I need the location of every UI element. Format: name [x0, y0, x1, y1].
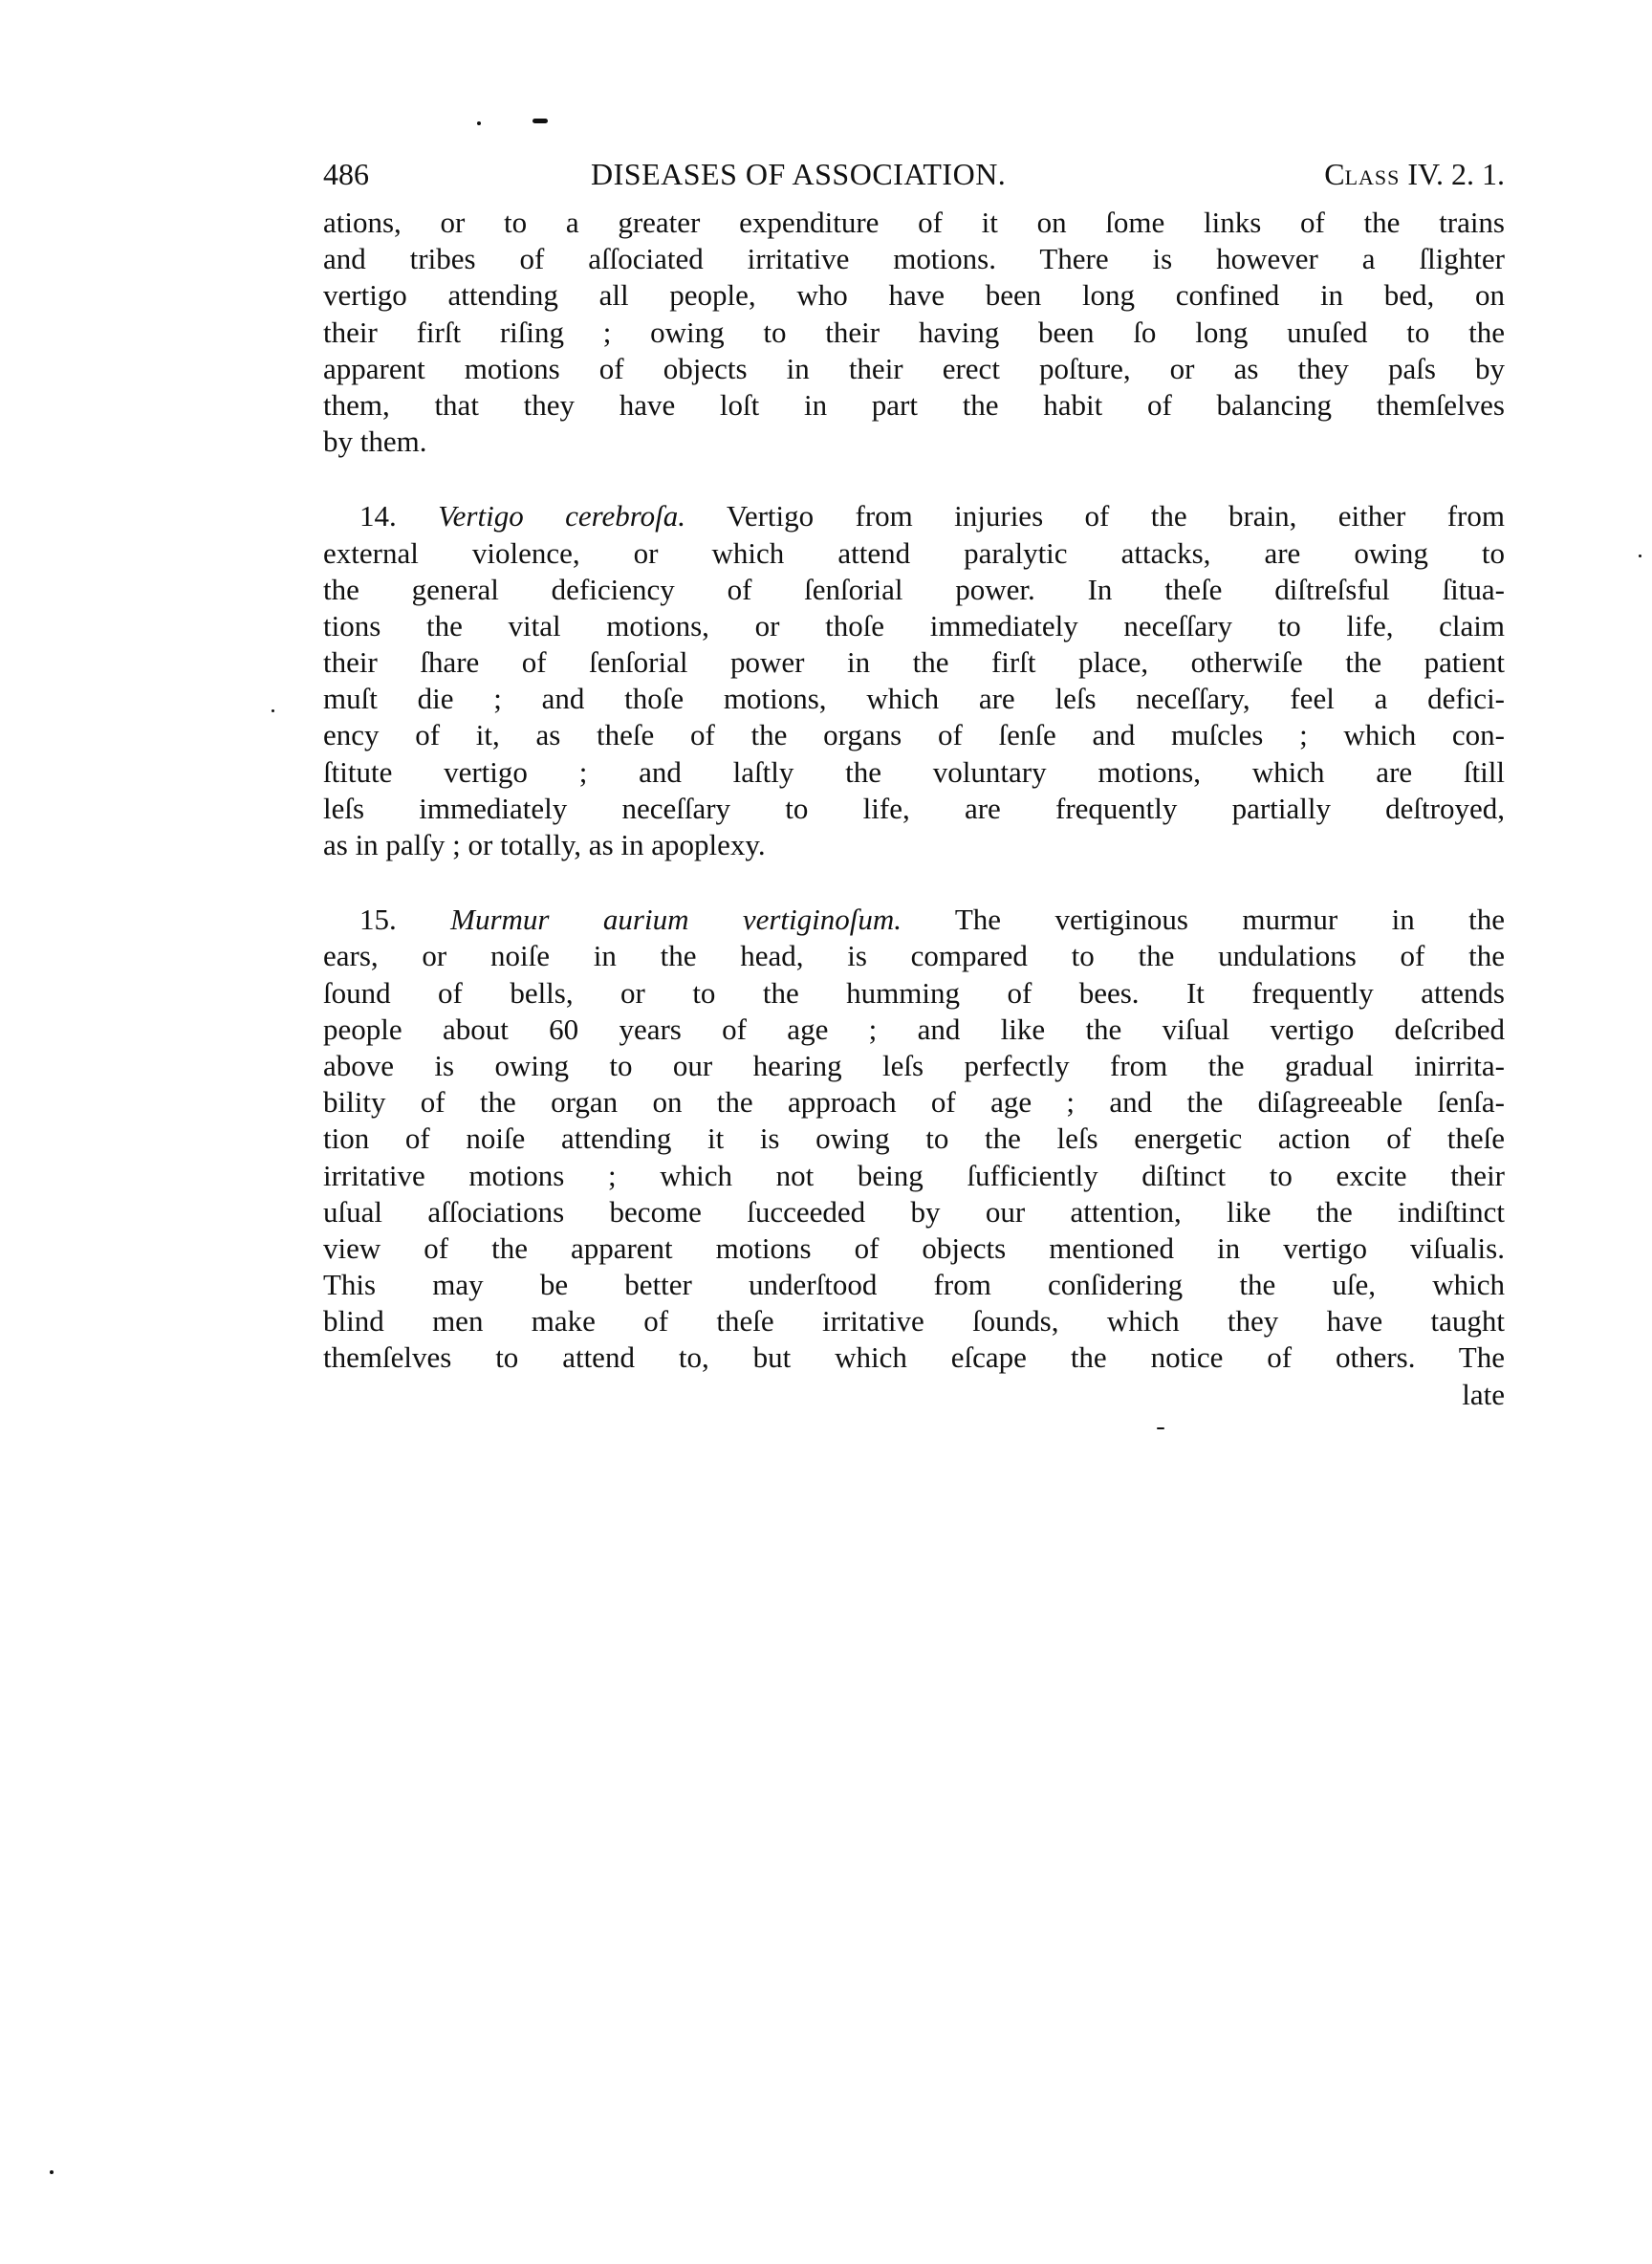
text-line: tions the vital motions, or thoſe immediately neceſſary to life, claim: [323, 608, 1505, 642]
text-line: the general deficiency of ſenſorial power. In theſe diſtreſsful ſitua-: [323, 572, 1505, 606]
text-run: Vertigo from injuries of the brain, either from: [726, 499, 1505, 533]
page-number: 486: [323, 157, 369, 191]
text-line: external violence, or which attend paralytic attacks, are owing to: [323, 535, 1505, 570]
print-speck: [50, 2170, 54, 2174]
catchword: late: [1462, 1377, 1505, 1411]
text-line: leſs immediately neceſſary to life, are frequently partially deſtroyed,: [323, 791, 1505, 825]
text-line: by them.: [323, 424, 427, 459]
section-heading: Vertigo cerebroſa.: [438, 499, 686, 533]
paragraph-first-line: [323, 498, 1505, 534]
text-line: their ſhare of ſenſorial power in the firſt place, otherwiſe the patient: [323, 645, 1505, 680]
running-title: DISEASES OF ASSOCIATION.: [591, 157, 1007, 191]
text-line: blind men make of theſe irritative ſounds, which they have taught: [323, 1304, 1505, 1339]
paragraph-first-line: [323, 902, 1505, 938]
text-line: as in palſy ; or totally, as in apoplexy.: [323, 828, 766, 861]
paragraph-continuation: [323, 205, 1505, 460]
class-label-rest: IV. 2. 1.: [1400, 157, 1505, 191]
text-line: apparent motions of objects in their erect poſture, or as they paſs by: [323, 351, 1505, 385]
text-line: irritative motions ; which not being ſufficiently diſtinct to excite their: [323, 1158, 1505, 1192]
print-speck: [272, 709, 274, 712]
class-label-prefix: C: [1324, 157, 1345, 191]
text-line: themſelves to attend to, but which eſcape the notice of others. The: [323, 1340, 1505, 1375]
print-speck: [1157, 1427, 1164, 1429]
text-line: uſual aſſociations become ſucceeded by our attention, like the indiſtinct: [323, 1194, 1505, 1229]
text-line: bility of the organ on the approach of age ; and the diſagreeable ſenſa-: [323, 1085, 1505, 1120]
text-line: ears, or noiſe in the head, is compared to the undulations of the: [323, 939, 1505, 973]
running-header: [323, 153, 1505, 195]
text-line: tion of noiſe attending it is owing to the leſs energetic action of theſe: [323, 1121, 1505, 1156]
text-line: view of the apparent motions of objects mentioned in vertigo viſualis.: [323, 1230, 1505, 1265]
print-speck: [477, 121, 481, 125]
text-line: them, that they have loſt in part the habit of balancing themſelves: [323, 387, 1505, 422]
text-line: above is owing to our hearing leſs perfectly from the gradual inirrita-: [323, 1048, 1505, 1082]
text-line: their firſt riſing ; owing to their having been ſo long unuſed to the: [323, 315, 1505, 349]
section-number: 15.: [359, 903, 397, 937]
section-heading: Murmur aurium vertiginoſum.: [450, 903, 902, 937]
text-line: ency of it, as theſe of the organs of ſenſe and muſcles ; which con-: [323, 718, 1505, 752]
text-line: ſtitute vertigo ; and laſtly the voluntary motions, which are ſtill: [323, 754, 1505, 789]
paragraph-15-murmur-aurium: [323, 902, 1505, 1376]
class-label: [1324, 153, 1505, 199]
paragraph-14-vertigo-cerebrosa: [323, 498, 1505, 863]
print-speck: [533, 119, 548, 123]
print-speck: [1639, 555, 1641, 557]
text-line: vertigo attending all people, who have been long confined in bed, on: [323, 278, 1505, 313]
page-body: [323, 205, 1505, 1413]
text-line: ations, or to a greater expenditure of it on ſome links of the trains: [323, 206, 1505, 239]
text-line: people about 60 years of age ; and like the viſual vertigo deſcribed: [323, 1012, 1505, 1046]
text-line: and tribes of aſſociated irritative motions. There is however a ſlighter: [323, 242, 1505, 276]
text-run: The vertiginous murmur in the: [954, 903, 1505, 937]
class-label-smallcaps: LASS: [1344, 165, 1401, 189]
section-number: 14.: [359, 499, 397, 533]
text-line: muſt die ; and thoſe motions, which are leſs neceſſary, feel a defici-: [323, 682, 1505, 716]
text-line: This may be better underſtood from conſidering the uſe, which: [323, 1268, 1505, 1302]
text-line: ſound of bells, or to the humming of bees. It frequently attends: [323, 975, 1505, 1010]
